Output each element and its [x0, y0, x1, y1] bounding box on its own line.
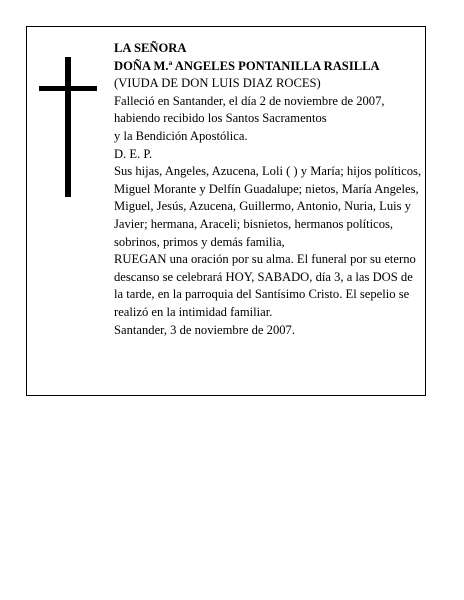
family-paragraph: Sus hijas, Angeles, Azucena, Loli ( ) y María; hijos políticos, Miguel Morante y Delfín Guadalupe; nietos, María Angeles, Miguel, Jesús, Azucena, Guillermo, Antonio, Nuria, Luis y Javier; hermana, Araceli; bisnietos, hermanos políticos, sobrinos, primos y demás familia,	[114, 164, 422, 249]
notice-text	[114, 40, 422, 339]
place-date-line: Santander, 3 de noviembre de 2007.	[114, 322, 296, 337]
death-line-1: Falleció en Santander, el día 2 de noviembre de 2007,	[114, 93, 385, 108]
cross-horizontal-bar	[39, 86, 97, 91]
cross-icon	[39, 57, 97, 197]
death-line-3: y la Bendición Apostólica.	[114, 128, 248, 143]
death-line-2: habiendo recibido los Santos Sacramentos	[114, 111, 327, 126]
rip-line: D. E. P.	[114, 146, 153, 161]
obituary-notice	[26, 26, 426, 396]
widow-of-line: (VIUDA DE DON LUIS DIAZ ROCES)	[114, 76, 321, 91]
request-paragraph: RUEGAN una oración por su alma. El funeral por su eterno descanso se celebrará HOY, SABADO, día 3, a las DOS de la tarde, en la parroquia del Santísimo Cristo. El sepelio se realizó en la intimidad familiar.	[114, 252, 416, 319]
deceased-name: DOÑA M.ª ANGELES PONTANILLA RASILLA	[114, 58, 380, 73]
notice-heading: LA SEÑORA	[114, 41, 187, 55]
cross-vertical-bar	[65, 57, 71, 197]
